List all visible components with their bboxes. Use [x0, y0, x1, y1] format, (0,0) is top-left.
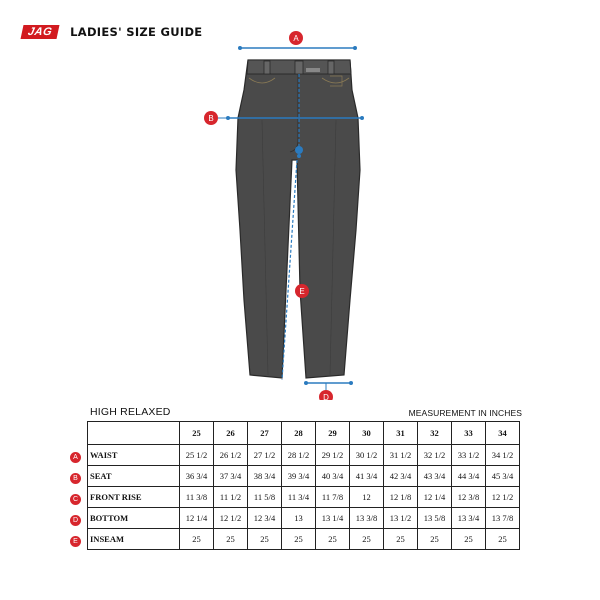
table-cell: 43 3/4: [418, 466, 452, 487]
table-cell: 12 1/4: [418, 487, 452, 508]
fit-label: HIGH RELAXED: [90, 406, 171, 418]
waist-measure-end: [353, 46, 357, 50]
seat-measure-end: [360, 116, 364, 120]
table-cell: 25: [282, 529, 316, 550]
table-cell: 25: [384, 529, 418, 550]
marker-e-label: E: [299, 287, 305, 296]
page-title: LADIES' SIZE GUIDE: [70, 25, 203, 39]
table-cell: 13: [282, 508, 316, 529]
table-cell: 39 3/4: [282, 466, 316, 487]
table-cell: 25: [350, 529, 384, 550]
table-cell: 26 1/2: [214, 445, 248, 466]
belt-loop: [328, 61, 334, 74]
table-cell: 13 5/8: [418, 508, 452, 529]
table-cell: 13 3/4: [452, 508, 486, 529]
table-cell: 25: [316, 529, 350, 550]
size-col-header: 33: [452, 422, 486, 445]
table-cell: 12: [350, 487, 384, 508]
table-cell: 11 3/4: [282, 487, 316, 508]
table-cell: 36 3/4: [180, 466, 214, 487]
table-cell: 11 5/8: [248, 487, 282, 508]
belt-loop: [264, 61, 270, 74]
table-cell: 13 3/8: [350, 508, 384, 529]
table-cell: 25: [418, 529, 452, 550]
table-cell: 29 1/2: [316, 445, 350, 466]
marker-d-label: D: [323, 393, 329, 400]
size-header-row: [88, 422, 520, 445]
bottom-measure-end: [304, 381, 308, 385]
front-rise-end: [297, 154, 301, 158]
table-cell: 30 1/2: [350, 445, 384, 466]
size-col-header: 29: [316, 422, 350, 445]
row-marker-e: E: [70, 536, 81, 547]
row-label: INSEAM: [88, 529, 180, 550]
row-label: FRONT RISE: [88, 487, 180, 508]
row-label: BOTTOM: [88, 508, 180, 529]
table-cell: 25: [452, 529, 486, 550]
table-cell: 12 3/8: [452, 487, 486, 508]
table-cell: 25: [180, 529, 214, 550]
table-cell: 25: [248, 529, 282, 550]
size-col-header: 25: [180, 422, 214, 445]
table-cell: 37 3/4: [214, 466, 248, 487]
size-col-header: 28: [282, 422, 316, 445]
table-cell: 28 1/2: [282, 445, 316, 466]
marker-a: [289, 31, 303, 45]
table-cell: 25: [486, 529, 520, 550]
size-col-header: 26: [214, 422, 248, 445]
table-row-bottom: [88, 508, 520, 529]
table-cell: 11 3/8: [180, 487, 214, 508]
table-cell: 31 1/2: [384, 445, 418, 466]
table-cell: 40 3/4: [316, 466, 350, 487]
table-cell: 38 3/4: [248, 466, 282, 487]
row-label: SEAT: [88, 466, 180, 487]
table-row-front-rise: [88, 487, 520, 508]
bottom-measure-end: [349, 381, 353, 385]
table-cell: 11 7/8: [316, 487, 350, 508]
table-cell: 32 1/2: [418, 445, 452, 466]
size-col-header: 27: [248, 422, 282, 445]
table-row-inseam: [88, 529, 520, 550]
table-cell: 42 3/4: [384, 466, 418, 487]
marker-a-label: A: [293, 34, 299, 43]
marker-b: [204, 111, 218, 125]
size-header-blank: [88, 422, 180, 445]
table-cell: 13 7/8: [486, 508, 520, 529]
label-tab: [306, 68, 320, 72]
brand-logo: JAG: [21, 25, 60, 39]
table-cell: 13 1/4: [316, 508, 350, 529]
units-label: MEASUREMENT IN INCHES: [408, 408, 522, 418]
table-cell: 11 1/2: [214, 487, 248, 508]
size-col-header: 30: [350, 422, 384, 445]
row-marker-a: A: [70, 452, 81, 463]
waist-measure-end: [238, 46, 242, 50]
table-row-seat: [88, 466, 520, 487]
size-table: [87, 421, 520, 550]
table-row-waist: [88, 445, 520, 466]
table-cell: 12 3/4: [248, 508, 282, 529]
marker-d: [319, 390, 333, 400]
table-cell: 45 3/4: [486, 466, 520, 487]
table-cell: 12 1/4: [180, 508, 214, 529]
table-cell: 12 1/2: [214, 508, 248, 529]
table-cell: 27 1/2: [248, 445, 282, 466]
table-cell: 44 3/4: [452, 466, 486, 487]
table-cell: 33 1/2: [452, 445, 486, 466]
table-cell: 12 1/2: [486, 487, 520, 508]
size-col-header: 32: [418, 422, 452, 445]
marker-c-label: C: [0, 0, 1, 1]
table-cell: 13 1/2: [384, 508, 418, 529]
size-col-header: 31: [384, 422, 418, 445]
size-col-header: 34: [486, 422, 520, 445]
row-marker-b: B: [70, 473, 81, 484]
marker-b-label: B: [208, 114, 214, 123]
row-marker-c: C: [70, 494, 81, 505]
table-cell: 34 1/2: [486, 445, 520, 466]
table-cell: 25: [214, 529, 248, 550]
belt-loop: [295, 61, 303, 74]
row-marker-d: D: [70, 515, 81, 526]
table-cell: 12 1/8: [384, 487, 418, 508]
table-cell: 41 3/4: [350, 466, 384, 487]
row-label: WAIST: [88, 445, 180, 466]
marker-e: [295, 284, 309, 298]
table-cell: 25 1/2: [180, 445, 214, 466]
